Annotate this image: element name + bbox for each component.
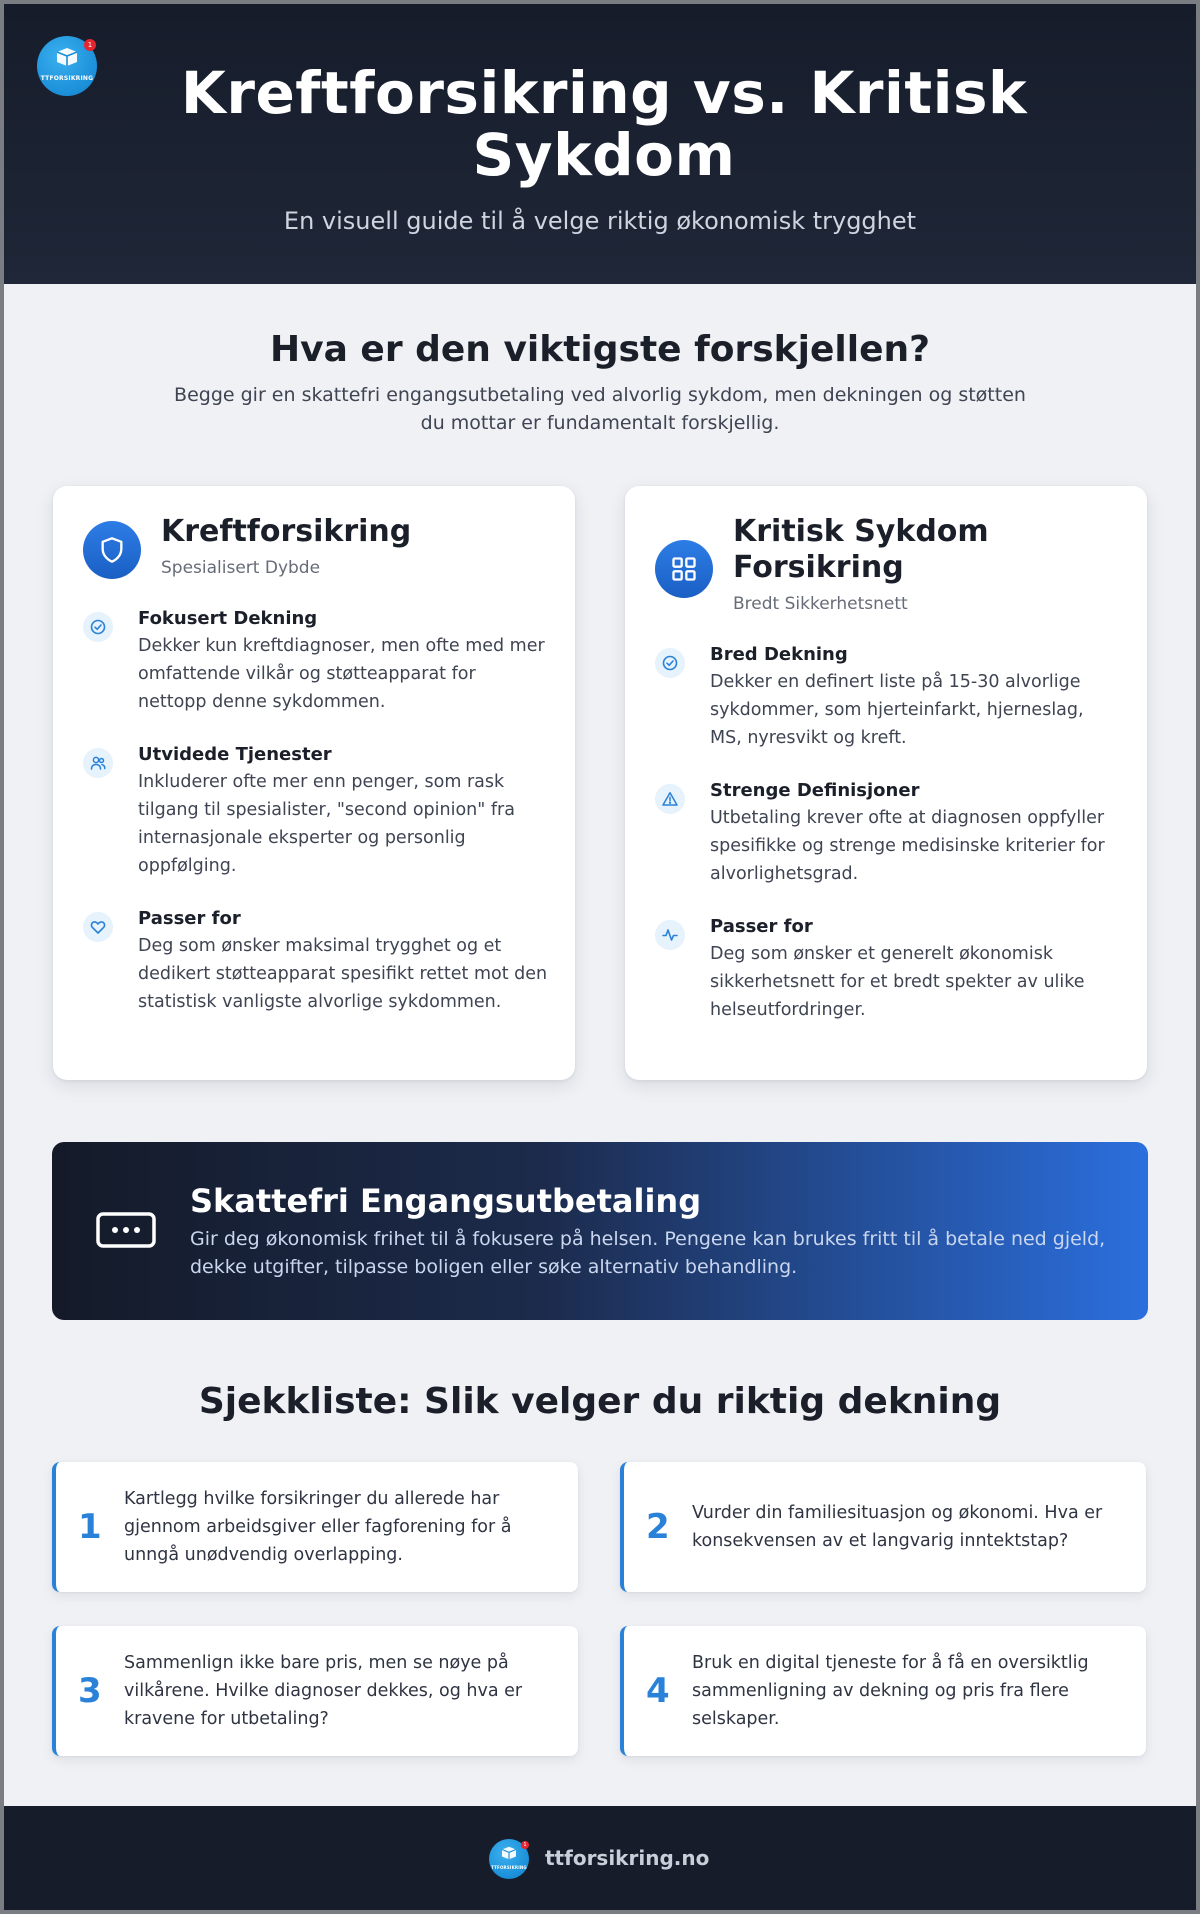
feature-title: Passer for xyxy=(138,908,241,929)
banner-text: Gir deg økonomisk frihet til å fokusere på helsen. Pengene kan brukes fritt til å betale ned gjeld, dekke utgifter, tilpasse boligen eller søke alternativ behandling. xyxy=(190,1228,1106,1278)
step-number: 2 xyxy=(646,1507,670,1547)
check-circle-icon xyxy=(83,612,113,642)
step-text: Kartlegg hvilke forsikringer du allerede har gjennom arbeidsgiver eller fagforening for å unngå unødvendig overlapping. xyxy=(124,1489,512,1565)
activity-icon xyxy=(655,920,685,950)
step-number: 4 xyxy=(646,1671,670,1711)
card-title: Kritisk Sykdom Forsikring xyxy=(733,514,989,585)
users-icon xyxy=(83,748,113,778)
intro-description: Begge gir en skattefri engangsutbetaling ved alvorlig sykdom, men dekningen og støtten du mottar er fundamentalt forskjellig. xyxy=(174,384,1026,434)
shield-icon xyxy=(98,536,126,564)
feature-title: Strenge Definisjoner xyxy=(710,780,920,801)
feature-text: Deg som ønsker et generelt økonomisk sikkerhetsnett for et bredt spekter av ulike helseutfordringer. xyxy=(710,944,1085,1020)
shield-icon-badge xyxy=(83,521,141,579)
warning-icon xyxy=(655,784,685,814)
card-cancer-insurance xyxy=(53,486,575,1080)
step-number: 3 xyxy=(78,1671,102,1711)
logo-text: TTFORSIKRING xyxy=(40,75,94,82)
money-card-icon xyxy=(96,1212,156,1248)
feature-title: Passer for xyxy=(710,916,813,937)
feature-text: Deg som ønsker maksimal trygghet og et dedikert støtteapparat spesifikt rettet mot den statistisk vanligste alvorlige sykdommen. xyxy=(138,936,548,1012)
check-circle-icon xyxy=(655,648,685,678)
intro-title: Hva er den viktigste forskjellen? xyxy=(269,329,930,370)
logo-badge: 1 xyxy=(84,39,96,51)
page-title: Kreftforsikring vs. Kritisk Sykdom xyxy=(180,59,1028,189)
grid-icon-badge xyxy=(655,540,713,598)
footer-logo[interactable] xyxy=(489,1839,529,1879)
card-subtitle: Bredt Sikkerhetsnett xyxy=(733,594,908,614)
step-text: Bruk en digital tjeneste for å få en oversiktlig sammenligning av dekning og pris fra flere selskaper. xyxy=(692,1653,1089,1729)
card-subtitle: Spesialisert Dybde xyxy=(161,558,321,578)
grid-icon xyxy=(670,555,698,583)
payout-banner xyxy=(52,1142,1148,1320)
cube-icon xyxy=(56,47,78,67)
website-link[interactable]: ttforsikring.no xyxy=(545,1846,710,1870)
feature-title: Fokusert Dekning xyxy=(138,608,318,629)
logo-badge: 1 xyxy=(521,1841,529,1849)
feature-title: Bred Dekning xyxy=(710,644,848,665)
page-footer xyxy=(4,1806,1196,1910)
heart-icon xyxy=(83,912,113,942)
page-subtitle: En visuell guide til å velge riktig økonomisk trygghet xyxy=(283,207,917,235)
checklist-item xyxy=(620,1626,1146,1756)
step-number: 1 xyxy=(78,1507,102,1547)
logo-text: TTFORSIKRING xyxy=(491,1865,527,1870)
infographic-page xyxy=(4,4,1196,1910)
step-text: Vurder din familiesituasjon og økonomi. Hva er konsekvensen av et langvarig inntektstap? xyxy=(692,1503,1103,1551)
cube-icon xyxy=(501,1846,517,1860)
checklist-title: Sjekkliste: Slik velger du riktig dekning xyxy=(198,1381,1002,1422)
hero-header xyxy=(4,4,1196,284)
feature-text: Utbetaling krever ofte at diagnosen oppfyller spesifikke og strenge medisinske kriterier for alvorlighetsgrad. xyxy=(710,808,1105,884)
banner-title: Skattefri Engangsutbetaling xyxy=(190,1182,702,1220)
feature-title: Utvidede Tjenester xyxy=(138,744,332,765)
feature-text: Inkluderer ofte mer enn penger, som rask tilgang til spesialister, "second opinion" fra internasjonale eksperter og personlig oppfølging. xyxy=(138,772,515,876)
step-text: Sammenlign ikke bare pris, men se nøye på vilkårene. Hvilke diagnoser dekkes, og hva er kravene for utbetaling? xyxy=(124,1653,523,1729)
checklist-item xyxy=(52,1462,578,1592)
feature-text: Dekker kun kreftdiagnoser, men ofte med mer omfattende vilkår og støtteapparat for nettopp denne sykdommen. xyxy=(138,636,545,712)
brand-logo[interactable] xyxy=(37,36,97,96)
card-critical-illness-insurance xyxy=(625,486,1147,1080)
checklist-item xyxy=(620,1462,1146,1592)
card-title: Kreftforsikring xyxy=(161,514,412,549)
feature-text: Dekker en definert liste på 15-30 alvorlige sykdommer, som hjerteinfarkt, hjerneslag, MS, nyresvikt og kreft. xyxy=(710,672,1084,748)
checklist-item xyxy=(52,1626,578,1756)
